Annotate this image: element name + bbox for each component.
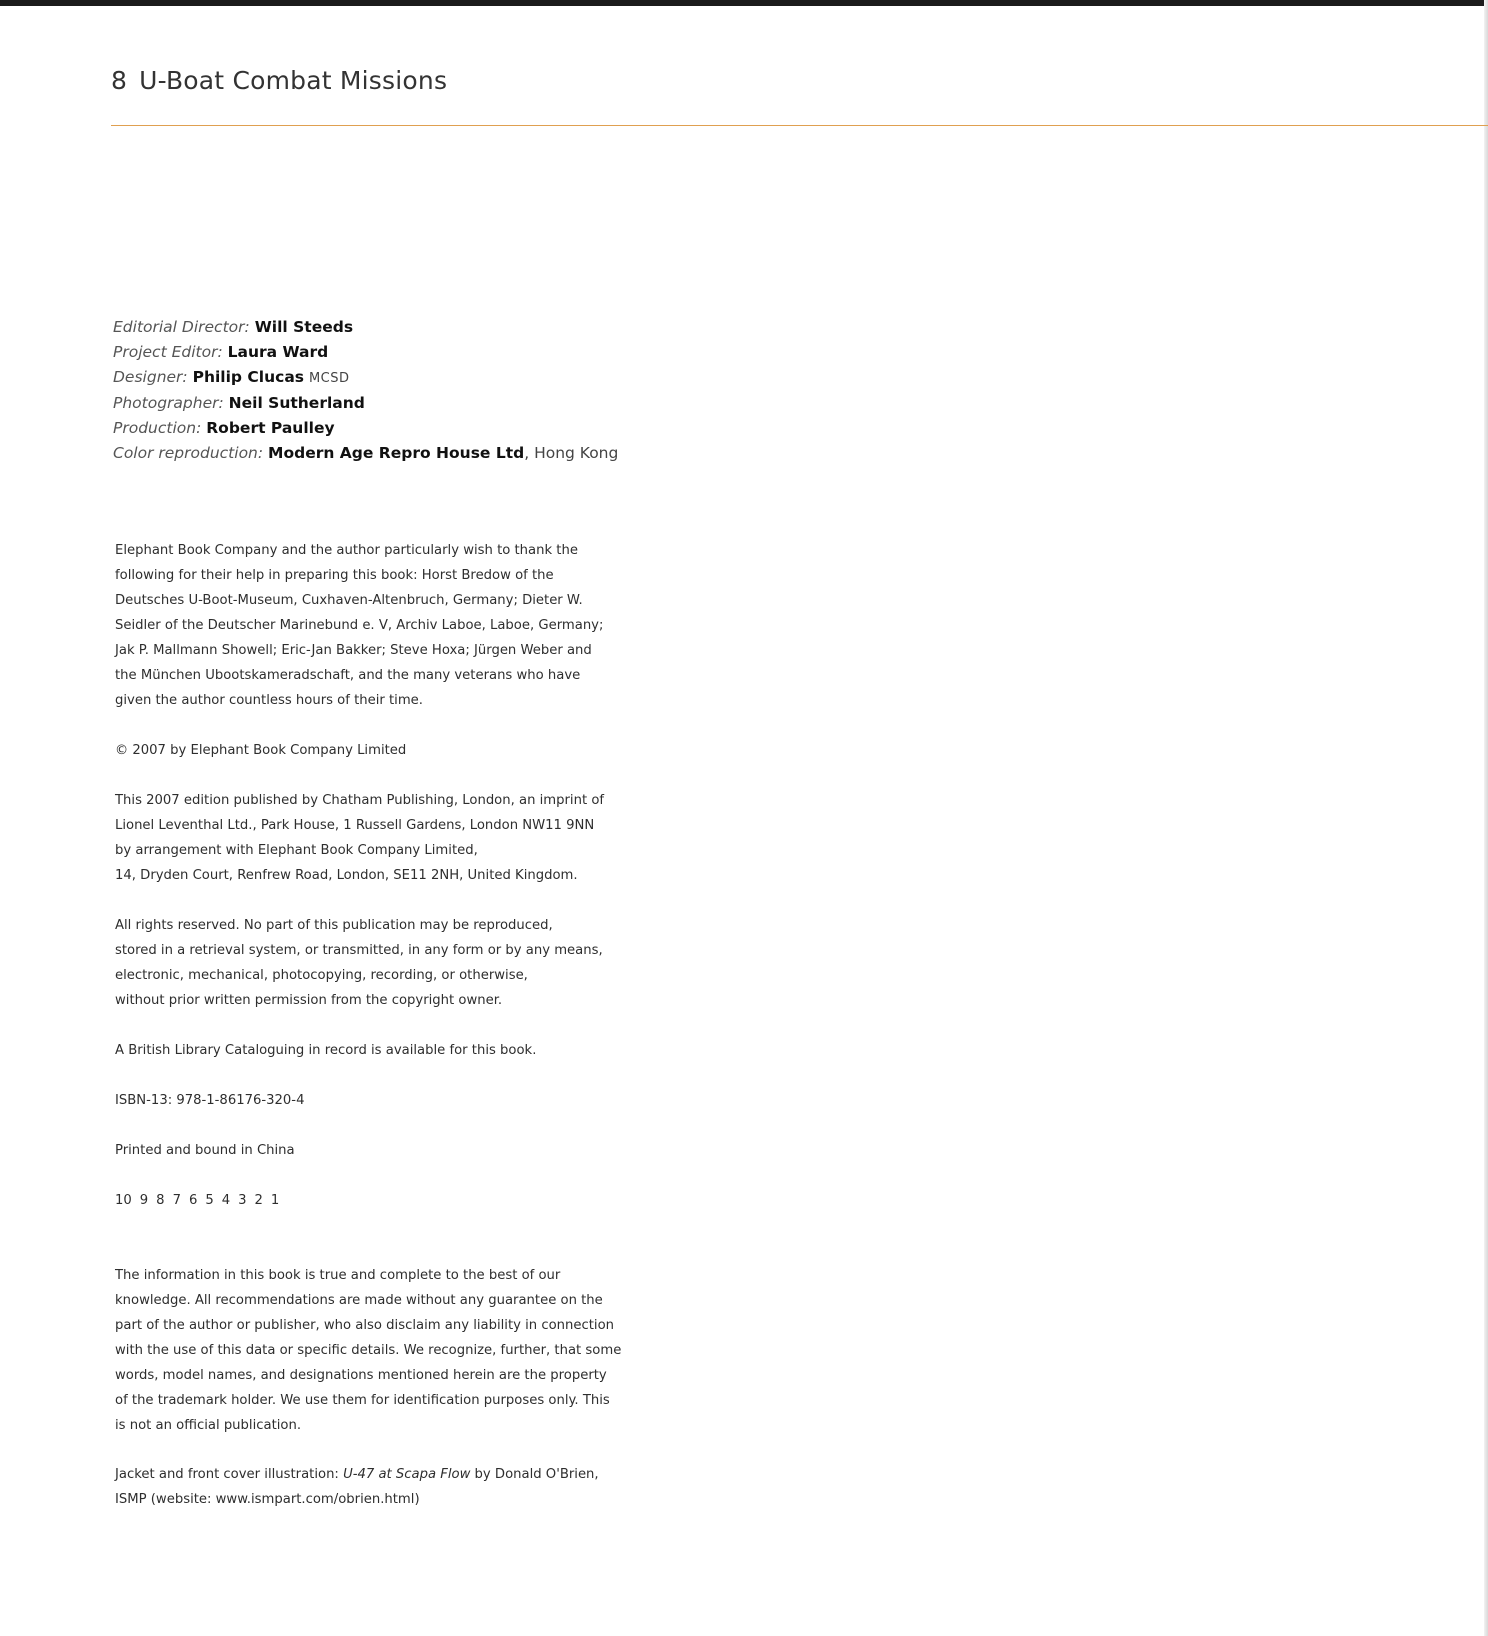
print-number: 8 [156,1193,165,1208]
text-line: is not an official publication. [115,1418,302,1433]
cover-credit-website: ISMP (website: www.ismpart.com/obrien.html) [115,1492,420,1507]
text-line: of the trademark holder. We use them for identification purposes only. This [115,1393,610,1408]
text-line: Jak P. Mallmann Showell; Eric-Jan Bakker; Steve Hoxa; Jürgen Weber and [115,643,592,658]
text-line: Deutsches U-Boot-Museum, Cuxhaven-Altenbruch, Germany; Dieter W. [115,593,583,608]
credit-row-editorial-director [113,315,618,340]
text-line: electronic, mechanical, photocopying, recording, or otherwise, [115,968,528,983]
cataloguing-line: A British Library Cataloguing in record is available for this book. [115,1043,537,1058]
credit-name: Modern Age Repro House Ltd [268,444,525,462]
credits-list [113,315,618,466]
credit-name: Will Steeds [254,318,354,336]
print-number: 6 [188,1193,198,1208]
page-top-edge [0,0,1488,6]
print-number: 1 [270,1193,280,1208]
credit-row-color-reproduction [113,441,618,466]
print-number: 4 [221,1193,231,1208]
credit-row-production [113,416,618,441]
credit-name: Philip Clucas [192,368,305,386]
publication-paragraph [115,788,620,888]
credit-name: Laura Ward [227,343,329,361]
page-number: 8 [111,66,128,95]
print-number: 3 [238,1193,247,1208]
running-header [111,66,447,95]
print-line [115,1188,620,1213]
cover-credit-line [115,1462,620,1487]
text-line: with the use of this data or specific details. We recognize, further, that some [115,1343,622,1358]
disclaimer-paragraph [115,1263,620,1438]
text-line: This 2007 edition published by Chatham Publishing, London, an imprint of [115,793,605,808]
text-line: knowledge. All recommendations are made without any guarantee on the [115,1293,603,1308]
text-line: the München Ubootskameradschaft, and the many veterans who have [115,668,581,683]
text-line: The information in this book is true and complete to the best of our [115,1268,561,1283]
text-line: 14, Dryden Court, Renfrew Road, London, SE11 2NH, United Kingdom. [115,868,578,883]
isbn-line: ISBN-13: 978-1-86176-320-4 [115,1093,305,1108]
copyright-notice [115,738,620,763]
header-rule [111,125,1488,126]
credit-name: Robert Paulley [206,419,335,437]
text-line: given the author countless hours of their time. [115,693,423,708]
text-line: Elephant Book Company and the author particularly wish to thank the [115,543,578,558]
rights-paragraph [115,913,620,1013]
copyright-line: © 2007 by Elephant Book Company Limited [115,743,407,758]
credit-row-designer [113,365,618,391]
print-number: 2 [254,1193,263,1208]
printed-line: Printed and bound in China [115,1143,295,1158]
credit-role: Designer: [113,368,188,386]
text-line: words, model names, and designations mentioned herein are the property [115,1368,607,1383]
text-line: Seidler of the Deutscher Marinebund e. V, Archiv Laboe, Laboe, Germany; [115,618,604,633]
credit-name: Neil Sutherland [228,394,365,412]
text-line: part of the author or publisher, who also disclaim any liability in connection [115,1318,615,1333]
page-right-edge [1484,0,1488,1636]
running-title: U-Boat Combat Missions [139,66,448,95]
isbn-notice [115,1088,620,1113]
credit-row-project-editor [113,340,618,365]
print-number: 7 [172,1193,181,1208]
acknowledgements-paragraph [115,538,620,713]
text-line: stored in a retrieval system, or transmitted, in any form or by any means, [115,943,603,958]
credit-role: Color reproduction: [113,444,264,462]
cataloguing-notice [115,1038,620,1063]
text-line: Lionel Leventhal Ltd., Park House, 1 Russell Gardens, London NW11 9NN [115,818,595,833]
credit-row-photographer [113,391,618,416]
text-line: All rights reserved. No part of this publication may be reproduced, [115,918,553,933]
cover-work-title: U-47 at Scapa Flow [343,1467,471,1482]
credit-role: Production: [113,419,202,437]
cover-credit-paragraph [115,1462,620,1512]
print-number: 10 [115,1193,132,1208]
text-line: by arrangement with Elephant Book Company Limited, [115,843,478,858]
credit-suffix: MCSD [308,371,350,386]
credit-role: Editorial Director: [113,318,250,336]
text-line: following for their help in preparing this book: Horst Bredow of the [115,568,554,583]
print-number: 9 [139,1193,149,1208]
credit-suffix: , Hong Kong [524,444,619,462]
printed-notice [115,1138,620,1163]
cover-credit-artist: by Donald O'Brien, [470,1467,599,1482]
text-line: without prior written permission from the copyright owner. [115,993,503,1008]
print-number: 5 [205,1193,214,1208]
cover-credit-prefix: Jacket and front cover illustration: [115,1467,344,1482]
credit-role: Photographer: [113,394,224,412]
credit-role: Project Editor: [113,343,223,361]
